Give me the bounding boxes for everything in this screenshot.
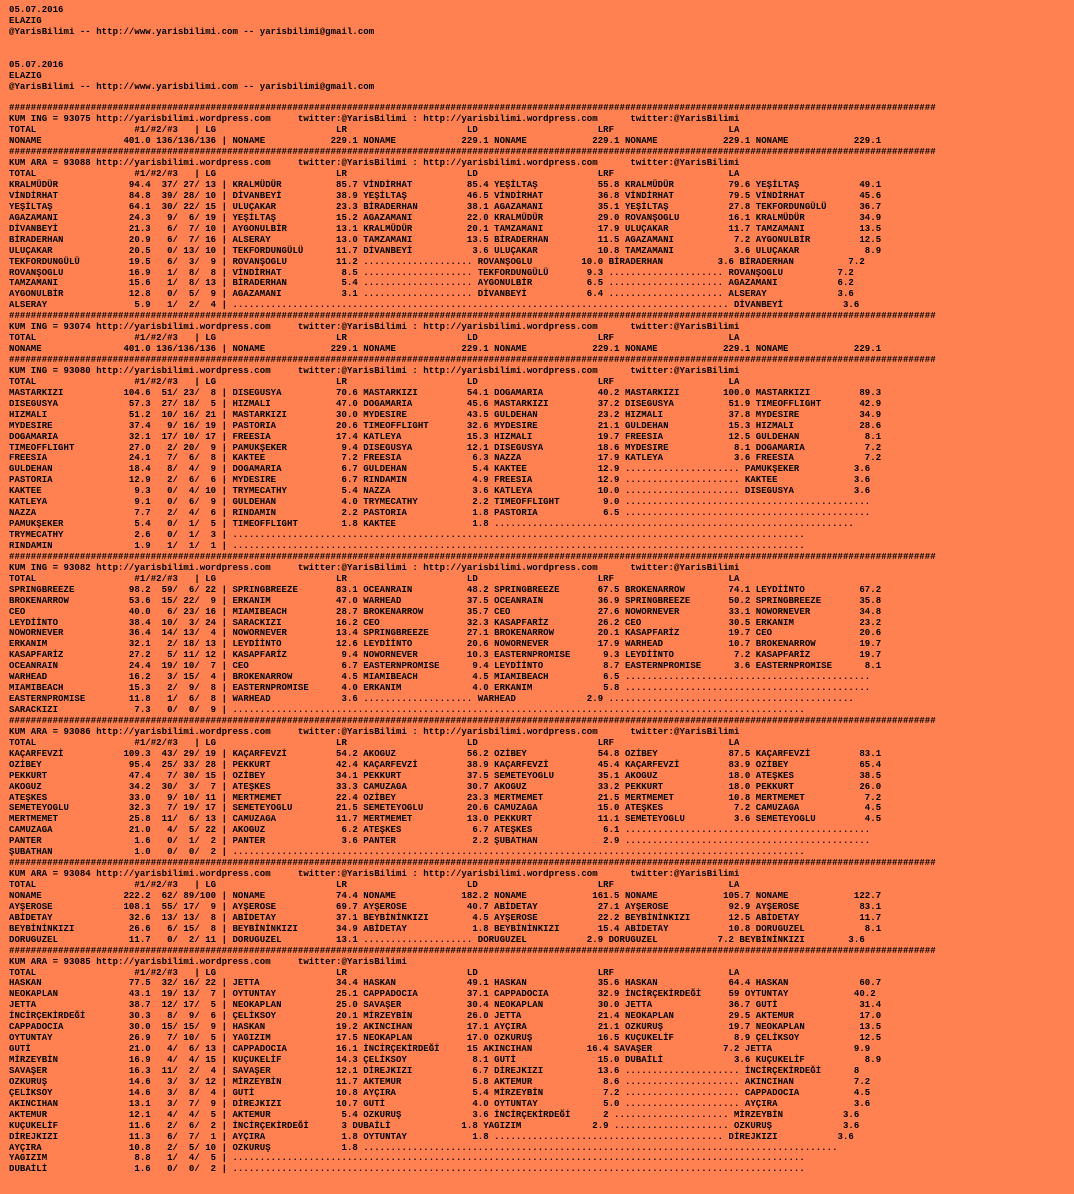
report-line: BEYBİNİNKIZI 26.6 6/ 15/ 8 | BEYBİNİNKIZI 34.9 ABİDETAY 1.8 BEYBİNİNKIZI 15.4 ABİDETAY 10.8 DORUGUZEL 8.1 [9, 923, 882, 934]
report-line: YAGIZIM 8.8 1/ 4/ 5 | ......................................................................................................... [9, 1153, 805, 1164]
report-line: PAMUKŞEKER 5.4 0/ 1/ 5 | TIMEOFFLIGHT 1.8 KAKTEE 1.8 .................................................................. [9, 519, 854, 530]
report-line: OCEANRAIN 24.4 19/ 10/ 7 | CEO 6.7 EASTERNPROMISE 9.4 LEYDİİNTO 8.7 EASTERNPROMISE 3.6 EASTERNPROMISE 8.1 [9, 661, 882, 672]
report-line [9, 38, 1074, 49]
report-line: RINDAMIN 1.9 1/ 1/ 1 | ......................................................................................................... [9, 540, 805, 551]
report-line: AGAZAMANI 24.3 9/ 6/ 19 | YEŞİLTAŞ 15.2 AGAZAMANI 22.0 KRALMÜDÜR 29.0 ROVANŞOGLU 16.1 KRALMÜDÜR 34.9 [9, 212, 882, 223]
report-line: SEMETEYOGLU 32.3 7/ 19/ 17 | SEMETEYOGLU 21.5 SEMETEYOGLU 20.6 CAMUZAGA 15.0 ATEŞKES 7.2 CAMUZAGA 4.5 [9, 803, 882, 814]
report-line: AYGONULBİR 12.8 0/ 5/ 9 | AGAZAMANI 3.1 .................... DİVANBEYİ 6.4 ..................... ALSERAY 3.6 [9, 289, 854, 300]
report-line: HASKAN 77.5 32/ 16/ 22 | JETTA 34.4 HASKAN 49.1 HASKAN 35.6 HASKAN 64.4 HASKAN 60.7 [9, 978, 882, 989]
report-line: CEO 40.0 6/ 23/ 16 | MIAMIBEACH 28.7 BROKENARROW 35.7 CEO 27.6 NOWORNEVER 33.1 NOWORNEVER 34.8 [9, 606, 882, 617]
report-line: HIZMALI 51.2 10/ 16/ 21 | MASTARKIZI 30.0 MYDESIRE 43.5 GULDEHAN 23.2 HIZMALI 37.8 MYDESIRE 34.9 [9, 409, 882, 420]
report-line: TOTAL #1/#2/#3 | LG LR LD LRF LA [9, 125, 740, 136]
report-line: KASAPFARİZ 27.2 5/ 11/ 12 | KASAPFARİZ 9.4 NOWORNEVER 10.3 EASTERNPROMISE 9.3 LEYDİİNTO 7.2 KASAPFARİZ 19.7 [9, 650, 882, 661]
report-line: OZİBEY 95.4 25/ 33/ 28 | PEKKURT 42.4 KAÇARFEVZİ 38.9 KAÇARFEVZİ 45.4 KAÇARFEVZİ 83.9 OZİBEY 65.4 [9, 759, 882, 770]
report-line: TOTAL #1/#2/#3 | LG LR LD LRF LA [9, 169, 740, 180]
report-line: ROVANŞOGLU 16.9 1/ 8/ 8 | VİNDİRHAT 8.5 .................... TEKFORDUNGÜLÜ 9.3 ..................... ROVANŞOGLU 7.2 [9, 267, 854, 278]
report-line: KUM ING = 93082 http://yarisbilimi.wordpress.com twitter:@YarisBilimi : http://yarisbilimi.wordpress.com twitter:@YarisBilimi [9, 562, 740, 573]
report-line: ERKANIM 32.1 2/ 18/ 13 | LEYDİİNTO 12.6 LEYDİİNTO 20.6 NOWORNEVER 17.9 WARHEAD 10.7 BROKENARROW 19.7 [9, 639, 882, 650]
report-line: AKOGUZ 34.2 30/ 3/ 7 | ATEŞKES 33.3 CAMUZAGA 30.7 AKOGUZ 33.2 PEKKURT 18.0 PEKKURT 26.0 [9, 781, 882, 792]
report-line: TRYMECATHY 2.6 0/ 1/ 3 | ......................................................................................................... [9, 530, 805, 540]
report-line: 05.07.2016 [9, 59, 64, 70]
report-line: OYTUNTAY 26.9 7/ 10/ 5 | YAGIZIM 17.5 NEOKAPLAN 17.0 OZKURUŞ 16.5 KUÇUKELİF 8.9 ÇELİKSOY 12.5 [9, 1033, 882, 1044]
report-line: MİRZEYBİN 16.9 4/ 4/ 15 | KUÇUKELİF 14.3 ÇELİKSOY 8.1 GUTİ 15.0 DUBAİLİ 3.6 KUÇUKELİF 8.9 [9, 1055, 882, 1065]
report-line: KUM ARA = 93088 http://yarisbilimi.wordpress.com twitter:@YarisBilimi : http://yarisbilimi.wordpress.com twitter:@YarisBilimi [9, 158, 740, 169]
report-line: SARACKIZI 7.3 0/ 0/ 9 | ......................................................................................................... [9, 705, 805, 715]
report-line: AKTEMUR 12.1 4/ 4/ 5 | AKTEMUR 5.4 OZKURUŞ 3.6 İNCİRÇEKİRDEĞİ 2 ..................... MİRZEYBİN 3.6 [9, 1109, 860, 1120]
report-line: NAZZA 7.7 2/ 4/ 6 | RINDAMIN 2.2 PASTORIA 1.8 PASTORIA 6.5 ............................................. [9, 508, 871, 519]
report-line [9, 49, 1074, 60]
report-line: TOTAL #1/#2/#3 | LG LR LD LRF LA [9, 737, 740, 748]
report-line: ATEŞKES 33.0 9/ 10/ 11 | MERTMEMET 22.4 OZİBEY 23.3 MERTMEMET 21.5 MERTMEMET 10.8 MERTMEMET 7.2 [9, 792, 882, 803]
report-line: PANTER 1.6 0/ 1/ 2 | PANTER 3.6 PANTER 2.2 ŞUBATHAN 2.9 ............................................. [9, 836, 871, 847]
report-line: ELAZIG [9, 15, 42, 26]
report-line: TOTAL #1/#2/#3 | LG LR LD LRF LA [9, 573, 740, 584]
report-line: ########################################################################################################################################################################## [9, 945, 936, 956]
report-line: JETTA 38.7 12/ 17/ 5 | NEOKAPLAN 25.0 SAVAŞER 30.4 NEOKAPLAN 30.0 JETTA 36.7 GUTİ 31.4 [9, 1000, 882, 1011]
report-line: KAKTEE 9.3 0/ 4/ 10 | TRYMECATHY 5.4 NAZZA 3.6 KATLEYA 10.0 ..................... DISEGUSYA 3.6 [9, 486, 871, 497]
report-line: TEKFORDUNGÜLÜ 19.5 6/ 3/ 9 | ROVANŞOGLU 11.2 .................... ROVANŞOGLU 10.0 BİRADERHAN 3.6 BİRADERHAN 7.2 [9, 256, 865, 267]
report-line: ULUÇAKAR 20.5 0/ 13/ 10 | TEKFORDUNGÜLÜ 11.7 DİVANBEYİ 3.6 ULUÇAKAR 10.8 TAMZAMANI 3.6 ULUÇAKAR 8.9 [9, 245, 882, 256]
report-line: CAMUZAGA 21.0 4/ 5/ 22 | AKOGUZ 6.2 ATEŞKES 6.7 ATEŞKES 6.1 ............................................. [9, 825, 871, 836]
report-line: ########################################################################################################################################################################## [9, 311, 936, 322]
report-line: TIMEOFFLIGHT 27.0 2/ 20/ 9 | PAMUKŞEKER 9.4 DISEGUSYA 12.1 DISEGUSYA 18.6 MYDESIRE 8.1 DOGAMARIA 7.2 [9, 442, 882, 453]
report-line: MIAMIBEACH 15.3 2/ 9/ 8 | EASTERNPROMISE 4.0 ERKANIM 4.0 ERKANIM 5.8 ............................................. [9, 683, 871, 694]
report-line: ########################################################################################################################################################################## [9, 147, 936, 158]
report-line: TOTAL #1/#2/#3 | LG LR LD LRF LA [9, 880, 740, 890]
report-line: KUM ING = 93075 http://yarisbilimi.wordpress.com twitter:@YarisBilimi : http://yarisbilimi.wordpress.com twitter:@YarisBilimi [9, 114, 740, 125]
report-line: DOGAMARIA 32.1 17/ 10/ 17 | FREESIA 17.4 KATLEYA 15.3 HIZMALI 19.7 FREESIA 12.5 GULDEHAN 8.1 [9, 431, 882, 442]
report-line: BİRADERHAN 20.9 6/ 7/ 16 | ALSERAY 13.0 TAMZAMANI 13.5 BİRADERHAN 11.5 AGAZAMANI 7.2 AYGONULBİR 12.5 [9, 234, 882, 245]
report-line: LEYDİİNTO 38.4 10/ 3/ 24 | SARACKIZI 16.2 CEO 32.3 KASAPFARİZ 26.2 CEO 30.5 ERKANIM 23.2 [9, 617, 882, 628]
report-line: NOWORNEVER 36.4 14/ 13/ 4 | NOWORNEVER 13.4 SPRINGBREEZE 27.1 BROKENARROW 20.1 KASAPFARİZ 19.7 CEO 20.6 [9, 628, 882, 639]
report-line: NONAME 401.0 136/136/136 | NONAME 229.1 NONAME 229.1 NONAME 229.1 NONAME 229.1 NONAME 229.1 [9, 136, 882, 147]
report-line: AYÇIRA 10.8 2/ 5/ 10 | OZKURUŞ 1.8 ....................................................................................... [9, 1142, 838, 1153]
report-line: NONAME 401.0 136/136/136 | NONAME 229.1 NONAME 229.1 NONAME 229.1 NONAME 229.1 NONAME 229.1 [9, 344, 882, 355]
report-line: SAVAŞER 16.3 11/ 2/ 4 | SAVAŞER 12.1 DİREJKIZI 6.7 DİREJKIZI 13.6 ..................... İNCİRÇEKİRDEĞİ 8 [9, 1065, 860, 1076]
report-line: KUM ARA = 93085 http://yarisbilimi.wordpress.com twitter:@YarisBilimi [9, 956, 407, 967]
report-line: NEOKAPLAN 43.1 19/ 13/ 7 | OYTUNTAY 25.1 CAPPADOCIA 37.1 CAPPADOCIA 32.9 İNCİRÇEKİRDEĞİ 59 OYTUNTAY 40.2 [9, 989, 876, 1000]
report-line: ABİDETAY 32.6 13/ 13/ 8 | ABİDETAY 37.1 BEYBİNİNKIZI 4.5 AYŞEROSE 22.2 BEYBİNİNKIZI 12.5 ABİDETAY 11.7 [9, 912, 882, 923]
report-line: KUM ARA = 93084 http://yarisbilimi.wordpress.com twitter:@YarisBilimi : http://yarisbilimi.wordpress.com twitter:@YarisBilimi [9, 869, 740, 880]
report-line [9, 93, 1074, 104]
report-line: SPRINGBREEZE 98.2 59/ 6/ 22 | SPRINGBREEZE 83.1 OCEANRAIN 48.2 SPRINGBREEZE 67.5 BROKENARROW 74.1 LEYDİİNTO 67.2 [9, 584, 882, 595]
report-line: MYDESIRE 37.4 9/ 16/ 19 | PASTORIA 20.6 TIMEOFFLIGHT 32.6 MYDESIRE 21.1 GULDEHAN 15.3 HIZMALI 28.6 [9, 420, 882, 431]
report-line: AYŞEROSE 108.1 55/ 17/ 9 | AYŞEROSE 69.7 AYŞEROSE 40.7 ABİDETAY 27.1 AYŞEROSE 92.9 AYŞEROSE 83.1 [9, 901, 882, 912]
report-line: WARHEAD 16.2 3/ 15/ 4 | BROKENARROW 4.5 MIAMIBEACH 4.5 MIAMIBEACH 6.5 ............................................. [9, 672, 871, 683]
report-line: VİNDİRHAT 84.8 39/ 28/ 10 | DİVANBEYİ 38.9 YEŞİLTAŞ 46.5 VİNDİRHAT 36.8 VİNDİRHAT 79.5 VİNDİRHAT 45.6 [9, 190, 882, 201]
report-line: NONAME 222.2 62/ 89/100 | NONAME 74.4 NONAME 182.2 NONAME 161.5 NONAME 105.7 NONAME 122.7 [9, 890, 882, 901]
report-line: KUM ING = 93074 http://yarisbilimi.wordpress.com twitter:@YarisBilimi : http://yarisbilimi.wordpress.com twitter:@YarisBilimi [9, 322, 740, 333]
report-line: KUM ARA = 93086 http://yarisbilimi.wordpress.com twitter:@YarisBilimi : http://yarisbilimi.wordpress.com twitter:@YarisBilimi [9, 726, 740, 737]
report-line: ########################################################################################################################################################################## [9, 715, 936, 726]
report-line: ########################################################################################################################################################################## [9, 103, 936, 114]
report-line: TOTAL #1/#2/#3 | LG LR LD LRF LA [9, 376, 740, 387]
report-line: DUBAİLİ 1.6 0/ 0/ 2 | ......................................................................................................... [9, 1164, 805, 1175]
report-line: YEŞİLTAŞ 64.1 30/ 22/ 15 | ULUÇAKAR 23.3 BİRADERHAN 38.1 AGAZAMANI 35.1 YEŞİLTAŞ 27.8 TEKFORDUNGÜLÜ 36.7 [9, 201, 882, 212]
report-line: 05.07.2016 [9, 5, 64, 15]
report-line: MASTARKIZI 104.6 51/ 23/ 8 | DISEGUSYA 70.6 MASTARKIZI 54.1 DOGAMARIA 40.2 MASTARKIZI 100.0 MASTARKIZI 89.3 [9, 387, 882, 398]
report-line: ########################################################################################################################################################################## [9, 858, 936, 869]
report-line: GULDEHAN 18.4 8/ 4/ 9 | DOGAMARIA 6.7 GULDEHAN 5.4 KAKTEE 12.9 ..................... PAMUKŞEKER 3.6 [9, 464, 871, 475]
report-line: DISEGUSYA 57.3 27/ 18/ 5 | HIZMALI 47.0 DOGAMARIA 45.6 MASTARKIZI 37.2 DISEGUSYA 51.9 TIMEOFFLIGHT 42.9 [9, 398, 882, 409]
report-line: ŞUBATHAN 1.0 0/ 0/ 2 | ......................................................................................................... [9, 847, 805, 858]
report-line: MERTMEMET 25.8 11/ 6/ 13 | CAMUZAGA 11.7 MERTMEMET 13.0 PEKKURT 11.1 SEMETEYOGLU 3.6 SEMETEYOGLU 4.5 [9, 814, 882, 825]
report-line: ÇELİKSOY 14.6 3/ 8/ 4 | GUTİ 10.8 AYÇIRA 5.4 MİRZEYBİN 7.2 ..................... CAPPADOCIA 4.5 [9, 1087, 871, 1098]
report-line: ALSERAY 5.9 1/ 2/ 4 | ........................................................................................... DİVANBEYİ 3.6 [9, 300, 860, 311]
report-line: DORUGUZEL 11.7 0/ 2/ 11 | DORUGUZEL 13.1 .................... DORUGUZEL 2.9 DORUGUZEL 7.2 BEYBİNİNKIZI 3.6 [9, 934, 865, 945]
report-line: KUÇUKELİF 11.6 2/ 6/ 2 | İNCİRÇEKİRDEĞİ 3 DUBAİLİ 1.8 YAGIZIM 2.9 ..................... OZKURUŞ 3.6 [9, 1120, 860, 1131]
report-line: EASTERNPROMISE 11.8 1/ 6/ 8 | WARHEAD 3.6 .................... WARHEAD 2.9 ............................................. [9, 694, 854, 705]
report-line: FREESIA 24.1 7/ 6/ 8 | KAKTEE 7.2 FREESIA 6.3 NAZZA 17.9 KATLEYA 3.6 FREESIA 7.2 [9, 453, 882, 464]
report-line: PASTORIA 12.9 2/ 6/ 6 | MYDESIRE 6.7 RINDAMIN 4.9 FREESIA 12.9 ..................... KAKTEE 3.6 [9, 475, 871, 486]
report-line: ELAZIG [9, 70, 42, 81]
report-line: KAÇARFEVZİ 109.3 43/ 29/ 19 | KAÇARFEVZİ 54.2 AKOGUZ 56.2 OZİBEY 54.8 OZİBEY 87.5 KAÇARFEVZİ 83.1 [9, 748, 882, 759]
report-line: İNCİRÇEKİRDEĞİ 30.3 8/ 9/ 6 | ÇELİKSOY 20.1 MİRZEYBİN 26.0 JETTA 21.4 NEOKAPLAN 29.5 AKTEMUR 17.0 [9, 1011, 882, 1022]
report-line: @YarisBilimi -- http://www.yarisbilimi.com -- yarisbilimi@gmail.com [9, 81, 375, 92]
report-line: KATLEYA 9.1 0/ 6/ 9 | GULDEHAN 4.0 TRYMECATHY 2.2 TIMEOFFLIGHT 9.0 ............................................. [9, 497, 871, 508]
report-line: TOTAL #1/#2/#3 | LG LR LD LRF LA [9, 333, 740, 344]
report-line: TAMZAMANI 15.6 1/ 8/ 13 | BİRADERHAN 5.4 .................... AYGONULBİR 6.5 ..................... AGAZAMANI 6.2 [9, 278, 854, 289]
report-line: ########################################################################################################################################################################## [9, 355, 936, 365]
report-line: GUTİ 21.0 4/ 6/ 13 | CAPPADOCIA 16.1 İNCİRÇEKİRDEĞİ 15 AKINCIHAN 16.4 SAVAŞER 7.2 JETTA 9.9 [9, 1044, 871, 1055]
report-line: DİREJKIZI 11.3 6/ 7/ 1 | AYÇIRA 1.8 OYTUNTAY 1.8 .......................................... DİREJKIZI 3.6 [9, 1131, 854, 1142]
report-line: OZKURUŞ 14.6 3/ 3/ 12 | MİRZEYBİN 11.7 AKTEMUR 5.8 AKTEMUR 8.6 ..................... AKINCIHAN 7.2 [9, 1076, 871, 1087]
report-line: TOTAL #1/#2/#3 | LG LR LD LRF LA [9, 967, 740, 978]
report-line: PEKKURT 47.4 7/ 30/ 15 | OZİBEY 34.1 PEKKURT 37.5 SEMETEYOGLU 35.1 AKOGUZ 18.0 ATEŞKES 38.5 [9, 770, 882, 781]
report-line: CAPPADOCIA 30.0 15/ 15/ 9 | HASKAN 19.2 AKINCIHAN 17.1 AYÇIRA 21.1 OZKURUŞ 19.7 NEOKAPLAN 13.5 [9, 1022, 882, 1033]
report-line: DİVANBEYİ 21.3 6/ 7/ 10 | AYGONULBİR 13.1 KRALMÜDÜR 20.1 TAMZAMANI 17.9 ULUÇAKAR 11.7 TAMZAMANI 13.5 [9, 223, 882, 234]
report-line: @YarisBilimi -- http://www.yarisbilimi.com -- yarisbilimi@gmail.com [9, 26, 375, 37]
report-line: KRALMÜDÜR 94.4 37/ 27/ 13 | KRALMÜDÜR 85.7 VİNDİRHAT 85.4 YEŞİLTAŞ 55.8 KRALMÜDÜR 79.6 YEŞİLTAŞ 49.1 [9, 180, 882, 190]
report-line: AKINCIHAN 13.1 3/ 7/ 9 | DİREJKIZI 10.7 GUTİ 4.0 OYTUNTAY 5.0 ..................... AYÇIRA 3.6 [9, 1098, 871, 1109]
report-line: KUM ING = 93080 http://yarisbilimi.wordpress.com twitter:@YarisBilimi : http://yarisbilimi.wordpress.com twitter:@YarisBilimi [9, 365, 740, 376]
report-line: BROKENARROW 53.6 15/ 22/ 9 | ERKANIM 47.0 WARHEAD 37.5 OCEANRAIN 36.9 SPRINGBREEZE 50.2 SPRINGBREEZE 35.8 [9, 595, 882, 606]
report-line: ########################################################################################################################################################################## [9, 551, 936, 562]
